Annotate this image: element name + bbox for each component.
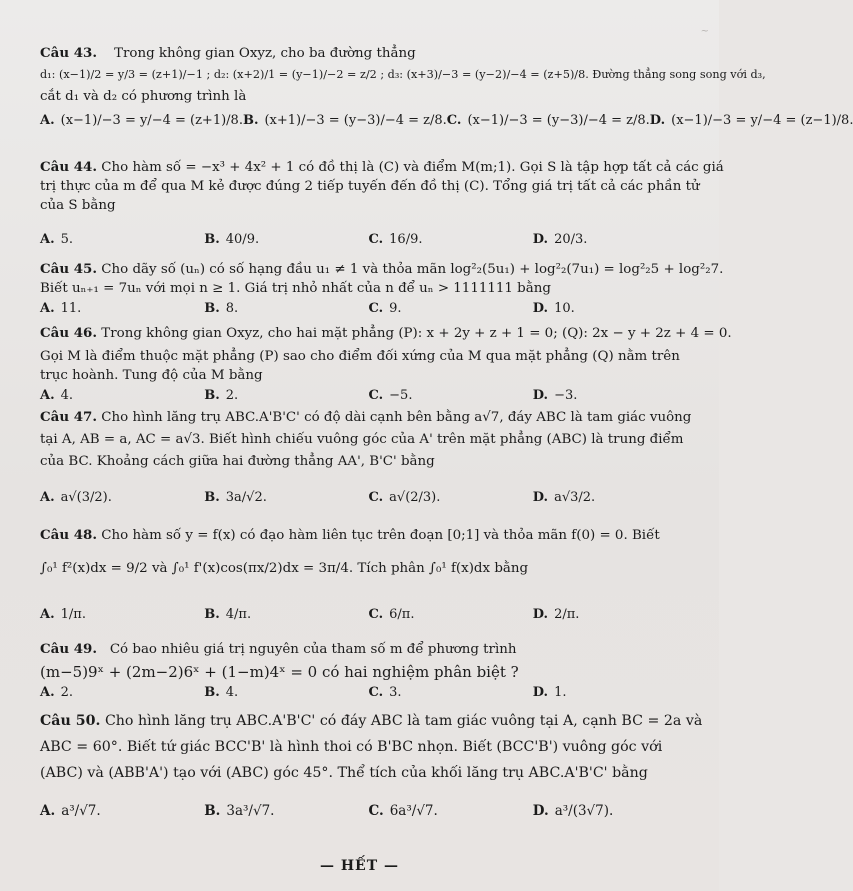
option-a[interactable]: A. 11. [40,301,82,316]
question-45-line-1: Cho dãy số (uₙ) có số hạng đầu u₁ ≠ 1 và thỏa mãn log²₂(5u₁) + log²₂(7u₁) = log²₂5 + log²₂7. [101,262,724,277]
question-49-line-2: (m−5)9ˣ + (2m−2)6ˣ + (1−m)4ˣ = 0 có hai nghiệm phân biệt ? [40,663,519,681]
option-b[interactable]: B. (x+1)/−3 = (y−3)/−4 = z/8. [242,113,447,128]
option-c[interactable]: C. 6/π. [368,607,415,622]
question-44-number: Câu 44. [40,159,98,175]
option-c[interactable]: C. 3. [368,685,402,700]
option-b[interactable]: B. 4/π. [204,607,252,622]
option-d[interactable]: D. 2/π. [532,607,580,622]
option-d[interactable]: D. 10. [532,301,575,316]
question-43 [40,44,853,132]
option-a[interactable]: A. a√(3/2). [40,490,112,505]
option-b[interactable]: B. 3a³/√7. [204,803,275,819]
option-a[interactable]: A. 1/π. [40,607,86,622]
question-46-line-1: Trong không gian Oxyz, cho hai mặt phẳng (P): x + 2y + z + 1 = 0; (Q): 2x − y + 2z + 4 = 0. [101,326,732,341]
question-48 [40,526,697,626]
question-46 [40,324,732,407]
option-d[interactable]: D. 20/3. [532,232,588,247]
question-50-line-3: (ABC) và (ABB'A') tạo với (ABC) góc 45°. Thể tích của khối lăng trụ ABC.A'B'C' bằng [40,765,648,781]
option-d[interactable]: D. (x−1)/−3 = y/−4 = (z−1)/8. [649,113,853,128]
question-44-options [40,229,697,251]
question-44-line-1: Cho hàm số = −x³ + 4x² + 1 có đồ thị là (C) và điểm M(m;1). Gọi S là tập hợp tất cả các giá [101,160,724,175]
question-50-line-1: Cho hình lăng trụ ABC.A'B'C' có đáy ABC là tam giác vuông tại A, cạnh BC = 2a và [104,713,703,729]
option-a[interactable]: A. 5. [40,232,74,247]
option-b[interactable]: B. 40/9. [204,232,260,247]
question-48-options [40,604,697,626]
question-46-options [40,385,697,407]
question-44-line-3: của S bằng [40,198,116,213]
option-d[interactable]: D. −3. [532,388,578,403]
question-43-line-2: d₁: (x−1)/2 = y/3 = (z+1)/−1 ; d₂: (x+2)/1 = (y−1)/−2 = z/2 ; d₃: (x+3)/−3 = (y−2)/−4 = (z+5)/8. Đường thẳng song song với d₃, [40,68,766,81]
question-43-number: Câu 43. [40,45,98,61]
question-47-line-3: của BC. Khoảng cách giữa hai đường thẳng AA', B'C' bằng [40,454,435,469]
question-46-line-2: Gọi M là điểm thuộc mặt phẳng (P) sao cho điểm đối xứng của M qua mặt phẳng (Q) nằm trên [40,349,680,364]
question-45-number: Câu 45. [40,261,98,277]
question-49-line-1: Có bao nhiêu giá trị nguyên của tham số m để phương trình [109,642,517,657]
option-d[interactable]: D. a√3/2. [532,490,596,505]
question-50-line-2: ABC = 60°. Biết tứ giác BCC'B' là hình thoi có B'BC nhọn. Biết (BCC'B') vuông góc với [40,739,663,755]
question-49 [40,640,697,704]
question-49-options [40,682,697,704]
question-47-line-2: tại A, AB = a, AC = a√3. Biết hình chiếu vuông góc của A' trên mặt phẳng (ABC) là trung điểm [40,432,684,447]
option-b[interactable]: B. 4. [204,685,239,700]
option-d[interactable]: D. 1. [532,685,567,700]
question-43-line-1: Trong không gian Oxyz, cho ba đường thẳng [114,46,416,61]
question-48-line-1: Cho hàm số y = f(x) có đạo hàm liên tục trên đoạn [0;1] và thỏa mãn f(0) = 0. Biết [101,528,660,543]
option-c[interactable]: C. a√(2/3). [368,490,441,505]
option-c[interactable]: C. 9. [368,301,402,316]
question-50 [40,710,703,822]
option-a[interactable]: A. 4. [40,388,74,403]
question-45-line-2: Biết uₙ₊₁ = 7uₙ với mọi n ≥ 1. Giá trị nhỏ nhất của n để uₙ > 1111111 bằng [40,281,551,296]
question-46-number: Câu 46. [40,325,98,341]
option-c[interactable]: C. 16/9. [368,232,423,247]
question-43-line-3: cắt d₁ và d₂ có phương trình là [40,89,247,104]
option-c[interactable]: C. 6a³/√7. [368,803,438,819]
question-47-options [40,487,697,509]
option-a[interactable]: A. 2. [40,685,74,700]
question-47-number: Câu 47. [40,409,98,425]
question-44-line-2: trị thực của m để qua M kẻ được đúng 2 tiếp tuyến đến đồ thị (C). Tổng giá trị tất cả các phần tử [40,179,700,194]
question-47-line-1: Cho hình lăng trụ ABC.A'B'C' có độ dài cạnh bên bằng a√7, đáy ABC là tam giác vuông [101,410,692,425]
option-a[interactable]: A. a³/√7. [40,803,101,819]
question-48-number: Câu 48. [40,527,98,543]
option-d[interactable]: D. a³/(3√7). [532,803,614,819]
option-b[interactable]: B. 3a/√2. [204,490,267,505]
question-46-line-3: trục hoành. Tung độ của M bằng [40,368,263,383]
option-c[interactable]: C. (x−1)/−3 = (y−3)/−4 = z/8. [446,113,650,128]
question-43-options [40,110,853,132]
question-44 [40,158,724,251]
question-45-options [40,298,697,320]
option-b[interactable]: B. 8. [204,301,239,316]
question-47 [40,408,697,509]
option-b[interactable]: B. 2. [204,388,239,403]
option-a[interactable]: A. (x−1)/−3 = y/−4 = (z+1)/8. [40,113,243,128]
corner-mark: ~ [700,26,709,37]
question-49-number: Câu 49. [40,641,98,657]
question-48-line-2: ∫₀¹ f²(x)dx = 9/2 và ∫₀¹ f'(x)cos(πx/2)dx = 3π/4. Tích phân ∫₀¹ f(x)dx bằng [40,561,529,576]
question-50-options [40,800,697,822]
question-50-number: Câu 50. [40,713,101,729]
question-45 [40,260,724,320]
end-marker: — HẾT — [319,858,400,874]
option-c[interactable]: C. −5. [368,388,413,403]
